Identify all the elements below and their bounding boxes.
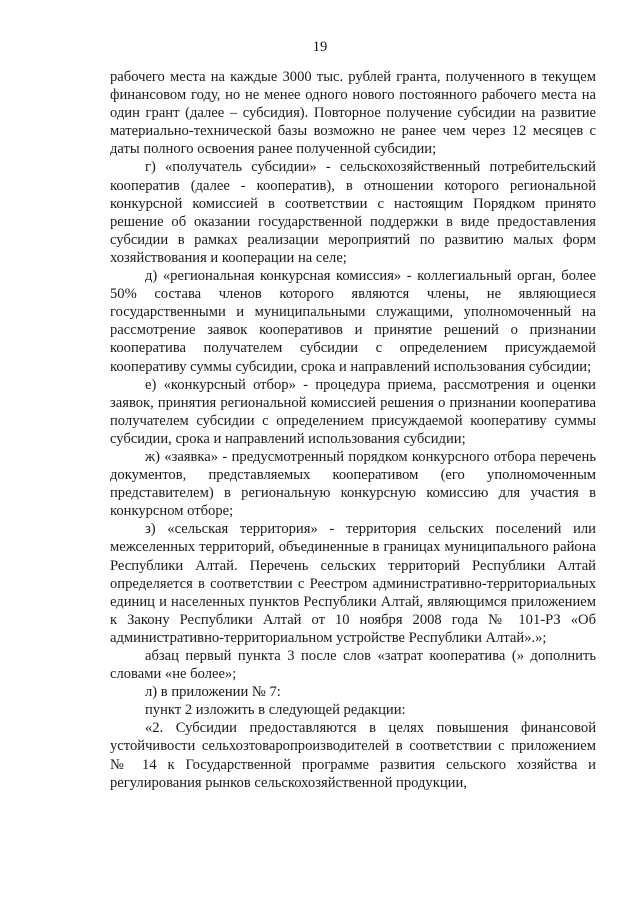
paragraph-9: пункт 2 изложить в следующей редакции: — [145, 702, 406, 719]
paragraph-8: л) в приложении № 7: — [145, 684, 281, 701]
paragraph-6: з) «сельская территория» - территория сельских поселений или межселенных территорий, объединенные в границах муниципального района Республики Алтай. Перечень сельских территорий Республики Алтай определяется в соответствии с Реестром административно-территориальных единиц и населенных пунктов Республики Алтай, являющимся приложением к Закону Республики Алтай от 10 ноября 2008 года № 101-РЗ «Об административно-территориальном устройстве Республики Алтай».»; — [110, 521, 596, 646]
paragraph-5: ж) «заявка» - предусмотренный порядком конкурсного отбора перечень документов, представляемых кооперативом (его уполномоченным представителем) в региональную конкурсную комиссию для участия в конкурсном отборе; — [110, 448, 596, 520]
document-body — [110, 68, 596, 792]
paragraph-1: рабочего места на каждые 3000 тыс. рублей гранта, полученного в текущем финансовом году, но не менее одного нового постоянного рабочего места на один грант (далее – субсидия). Повторное получение субсидии на развитие материально-технической базы возможно не ранее чем через 12 месяцев с даты полного освоения ранее полученной субсидии; — [110, 69, 596, 158]
page-number: 19 — [312, 39, 328, 55]
paragraph-3: д) «региональная конкурсная комиссия» - коллегиальный орган, более 50% состава членов которого являются члены, не являющиеся государственными и муниципальными служащими, уполномоченный на рассмотрение заявок кооперативов и принятие решений о признании кооператива получателем субсидии с определением присуждаемой кооперативу суммы субсидии, срока и направлений использования субсидии; — [110, 268, 596, 375]
paragraph-2: г) «получатель субсидии» - сельскохозяйственный потребительский кооператив (далее - кооператив), в отношении которого региональной конкурсной комиссией в соответствии с настоящим Порядком принято решение об оказании государственной поддержки в виде предоставления субсидии в рамках реализации мероприятий по развитию малых форм хозяйствования и кооперации на селе; — [110, 159, 596, 266]
paragraph-4: е) «конкурсный отбор» - процедура приема, рассмотрения и оценки заявок, принятия региональной комиссией решения о признании кооператива получателем субсидии с определением присуждаемой кооперативу суммы субсидии, срока и направлений использования субсидии; — [110, 376, 596, 447]
paragraph-7: абзац первый пункта 3 после слов «затрат кооператива (» дополнить словами «не более»; — [110, 648, 596, 683]
paragraph-10: «2. Субсидии предоставляются в целях повышения финансовой устойчивости сельхозтоваропроизводителей в соответствии с приложением № 14 к Государственной программе развития сельского хозяйства и регулирования рынков сельскохозяйственной продукции, — [110, 720, 596, 791]
